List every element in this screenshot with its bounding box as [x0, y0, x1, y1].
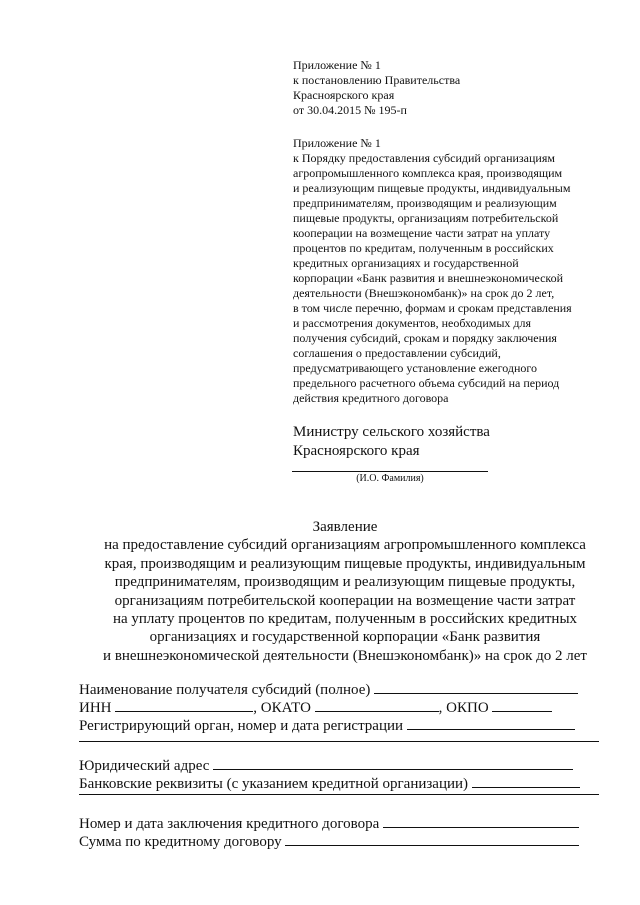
- recipient-name-field[interactable]: [374, 680, 578, 694]
- application-line: на предоставление субсидий организациям агропромышленного комплекса: [104, 537, 586, 554]
- form-row-codes: [79, 698, 552, 717]
- appendix-order-line: получения субсидий, срокам и порядку заключения: [293, 331, 557, 345]
- addressee-line: Министру сельского хозяйства: [293, 424, 490, 440]
- appendix-order-line: к Порядку предоставления субсидий организациям: [293, 151, 555, 165]
- form-row-recipient: [79, 680, 578, 699]
- appendix-order-line: пищевые продукты, организациям потребительской: [293, 211, 559, 225]
- legal-address-field[interactable]: [213, 756, 573, 770]
- legal-address-label: Юридический адрес: [79, 758, 210, 774]
- application-line: предпринимателям, производящим и реализующим пищевые продукты,: [114, 574, 576, 591]
- okato-label: , ОКАТО: [253, 700, 311, 716]
- appendix-order-line: Приложение № 1: [293, 136, 381, 150]
- appendix-line: Красноярского края: [293, 88, 395, 102]
- appendix-government-decree: [293, 58, 460, 118]
- appendix-order-line: кооперации на возмещение части затрат на уплату: [293, 226, 551, 240]
- form-row-loan-amount: [79, 832, 579, 851]
- okpo-field[interactable]: [492, 698, 552, 712]
- registering-body-field[interactable]: [407, 716, 575, 730]
- appendix-line: к постановлению Правительства: [293, 73, 461, 87]
- form-row-bank-details: [79, 774, 580, 793]
- inn-field[interactable]: [115, 698, 253, 712]
- appendix-order-line: корпорации «Банк развития и внешнеэкономической: [293, 271, 564, 285]
- registration-continuation-line[interactable]: [79, 741, 599, 742]
- appendix-order-line: действия кредитного договора: [293, 391, 449, 405]
- okpo-label: , ОКПО: [438, 700, 489, 716]
- appendix-line: Приложение № 1: [293, 58, 381, 72]
- recipient-name-label: Наименование получателя субсидий (полное): [79, 682, 371, 698]
- appendix-line: от 30.04.2015 № 195-п: [293, 103, 407, 117]
- form-row-registration: [79, 716, 575, 735]
- inn-label: ИНН: [79, 700, 112, 716]
- signature-caption: (И.О. Фамилия): [356, 473, 424, 484]
- bank-details-continuation-line[interactable]: [79, 794, 599, 795]
- signature-blank[interactable]: [292, 471, 488, 472]
- form-row-loan-agreement: [79, 814, 579, 833]
- application-title: Заявление: [312, 519, 378, 535]
- appendix-order-line: кредитных организациях и государственной: [293, 256, 519, 270]
- loan-agreement-label: Номер и дата заключения кредитного договора: [79, 816, 380, 832]
- bank-details-label: Банковские реквизиты (с указанием кредитной организации): [79, 776, 469, 792]
- form-row-legal-address: [79, 756, 573, 775]
- application-line: края, производящим и реализующим пищевые продукты, индивидуальным: [104, 555, 586, 572]
- registering-body-label: Регистрирующий орган, номер и дата регистрации: [79, 718, 404, 734]
- appendix-order-line: и рассмотрения документов, необходимых для: [293, 316, 532, 330]
- appendix-order-line: агропромышленного комплекса края, производящим: [293, 166, 563, 180]
- appendix-order-line: соглашения о предоставлении субсидий,: [293, 346, 501, 360]
- loan-amount-field[interactable]: [285, 832, 579, 846]
- addressee-line: Красноярского края: [293, 443, 420, 459]
- appendix-order: [293, 136, 572, 406]
- application-line: на уплату процентов по кредитам, полученным в российских кредитных: [112, 611, 578, 628]
- appendix-order-line: процентов по кредитам, полученным в российских: [293, 241, 554, 255]
- loan-amount-label: Сумма по кредитному договору: [79, 834, 282, 850]
- addressee: [293, 423, 490, 461]
- loan-agreement-field[interactable]: [383, 814, 579, 828]
- okato-field[interactable]: [315, 698, 439, 712]
- bank-details-field[interactable]: [472, 774, 580, 788]
- appendix-order-line: предусматривающего установление ежегодного: [293, 361, 538, 375]
- appendix-order-line: предельного расчетного объема субсидий на период: [293, 376, 560, 390]
- appendix-order-line: и реализующим пищевые продукты, индивидуальным: [293, 181, 571, 195]
- appendix-order-line: предпринимателям, производящим и реализующим: [293, 196, 557, 210]
- application-line: организациях и государственной корпорации «Банк развития: [149, 629, 541, 646]
- application-heading: [60, 518, 630, 665]
- appendix-order-line: деятельности (Внешэкономбанк)» на срок до 2 лет,: [293, 286, 555, 300]
- application-line: организациям потребительской кооперации на возмещение части затрат: [114, 592, 576, 609]
- application-line: и внешнеэкономической деятельности (Внешэкономбанк)» на срок до 2 лет: [103, 647, 587, 664]
- appendix-order-line: в том числе перечню, формам и срокам представления: [293, 301, 572, 315]
